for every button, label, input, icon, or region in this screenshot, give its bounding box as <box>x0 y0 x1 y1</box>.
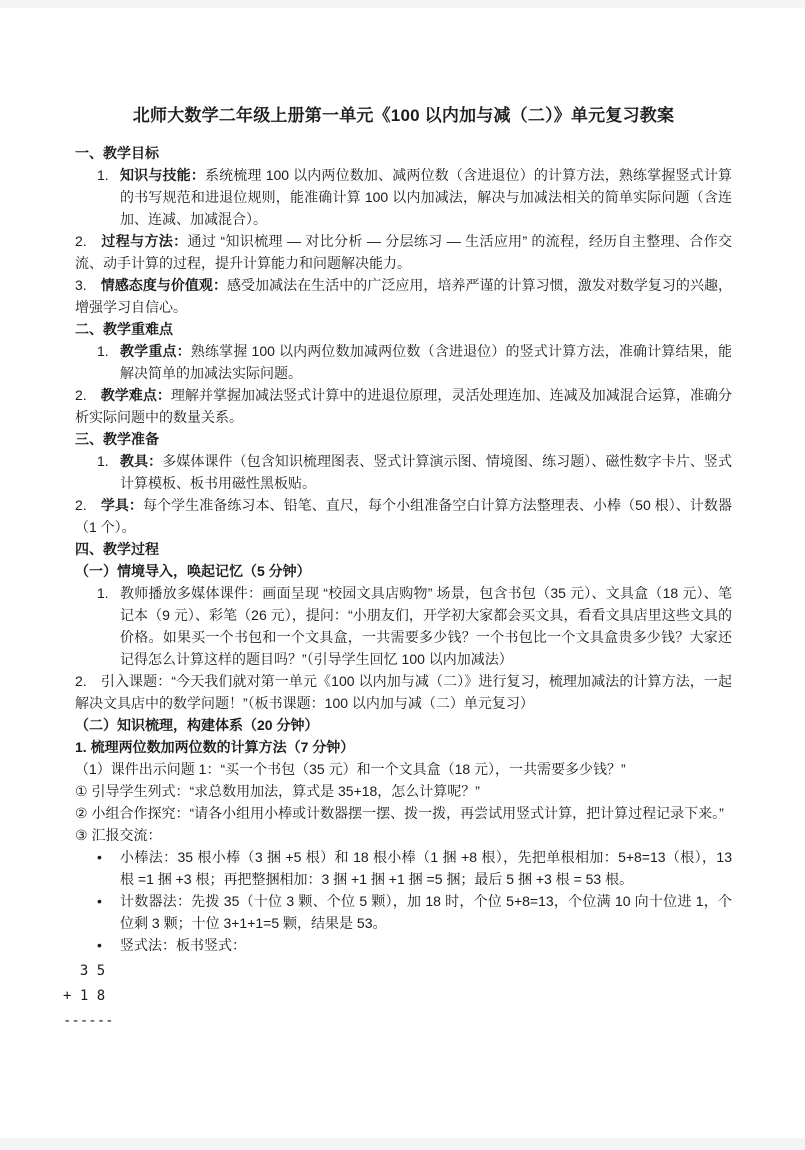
list-number: 1. <box>97 585 109 601</box>
subsection-heading <box>75 560 732 582</box>
bold-text-run: 知识与技能： <box>120 167 205 183</box>
numbered-item <box>75 670 732 714</box>
circled-step-item <box>75 824 732 846</box>
bold-text-run: 情感态度与价值观： <box>100 277 227 293</box>
text-run: 小棒法：35 根小棒（3 捆 +5 根）和 18 根小棒（1 捆 +8 根），先把单根相加：5+8=13（根），13 根 =1 捆 +3 根；再把整捆相加：3 捆 +1 捆 +1 捆 =5 捆；最后 5 捆 +3 根 = 53 根。 <box>120 849 732 887</box>
document-body <box>63 142 733 1034</box>
list-number: 1. <box>97 453 109 469</box>
text-run: ② 小组合作探究：“请各小组用小棒或计数器摆一摆、拨一拨，再尝试用竖式计算，把计算过程记录下来。” <box>75 805 724 821</box>
text-run: ③ 汇报交流： <box>75 827 162 843</box>
list-number: 1. <box>97 343 109 359</box>
text-run: （1）课件出示问题 1：“买一个书包（35 元）和一个文具盒（18 元），一共需要多少钱？” <box>75 761 626 777</box>
document-page <box>0 8 805 1138</box>
numbered-item <box>75 384 732 428</box>
bold-text-run: 一、教学目标 <box>75 145 159 161</box>
text-run: 每个学生准备练习本、铅笔、直尺，每个小组准备空白计算方法整理表、小棒（50 根）、计数器（1 个）。 <box>75 497 732 535</box>
circled-step-item <box>75 780 732 802</box>
document-title: 北师大数学二年级上册第一单元《100 以内加与减（二）》单元复习教案 <box>132 106 675 125</box>
text-run: 感受加减法在生活中的广泛应用，培养严谨的计算习惯，激发对数学复习的兴趣，增强学习自信心。 <box>75 277 732 315</box>
numbered-item <box>75 450 732 494</box>
bullet-item <box>75 934 732 956</box>
text-run: 系统梳理 100 以内两位数加、减两位数（含进退位）的计算方法，熟练掌握竖式计算的书写规范和进退位规则，能准确计算 100 以内加减法，解决与加减法相关的简单实际问题（含连加、连减、加减混合）。 <box>120 167 732 227</box>
text-run: 竖式法：板书竖式： <box>120 937 246 953</box>
text-run: 熟练掌握 100 以内两位数加减两位数（含进退位）的竖式计算方法，准确计算结果，能解决简单的加减法实际问题。 <box>120 343 733 381</box>
bullet-item <box>75 890 732 934</box>
bold-text-run: 教具： <box>120 453 163 469</box>
numbered-item <box>75 274 732 318</box>
bold-text-run: 三、教学准备 <box>75 431 159 447</box>
text-run: 教师播放多媒体课件：画面呈现 “校园文具店购物” 场景，包含书包（35 元）、文具盒（18 元）、笔记本（9 元）、彩笔（26 元），提问：“小朋友们，开学初大家都会买文具，看看文具店里这些文具的价格。如果买一个书包和一个文具盒，一共需要多少钱？一个书包比一个文具盒贵多少钱？大家还记得怎么计算这样的题目吗？”（引导学生回忆 100 以内加减法） <box>120 585 732 667</box>
bullet-item <box>75 846 732 890</box>
text-run: 2. <box>75 233 102 249</box>
text-run: 计数器法：先拨 35（十位 3 颗、个位 5 颗），加 18 时，个位 5+8=13，个位满 10 向十位进 1，个位剩 3 颗；十位 3+1+1=5 颗，结果是 53。 <box>120 893 732 931</box>
bold-text-run: （二）知识梳理，构建体系（20 分钟） <box>75 717 319 733</box>
subsection-heading <box>75 714 732 736</box>
calc-line: ------ <box>63 1013 114 1029</box>
bullet-dot: • <box>97 849 102 865</box>
circled-step-item <box>75 802 732 824</box>
calc-line: + 1 8 <box>63 988 106 1004</box>
text-run: ① 引导学生列式：“求总数用加法，算式是 35+18，怎么计算呢？” <box>75 783 480 799</box>
bold-text-run: 过程与方法： <box>101 233 188 249</box>
bold-text-run: 教学重点： <box>120 343 191 359</box>
text-run: 多媒体课件（包含知识梳理图表、竖式计算演示图、情境图、练习题）、磁性数字卡片、竖式计算模板、板书用磁性黑板贴。 <box>120 453 733 491</box>
section-heading <box>75 428 732 450</box>
text-run: 通过 “知识梳理 — 对比分析 — 分层练习 — 生活应用” 的流程，经历自主整理、合作交流、动手计算的过程，提升计算能力和问题解决能力。 <box>75 233 732 271</box>
bullet-dot: • <box>97 893 102 909</box>
text-run: 理解并掌握加减法竖式计算中的进退位原理，灵活处理连加、连减及加减混合运算，准确分析实际问题中的数量关系。 <box>75 387 733 425</box>
section-heading <box>75 142 732 164</box>
bold-text-run: 1. 梳理两位数加两位数的计算方法（7 分钟） <box>75 739 355 755</box>
section-heading <box>75 318 732 340</box>
bold-text-run: （一）情境导入，唤起记忆（5 分钟） <box>75 563 311 579</box>
text-run: 2. <box>75 497 101 513</box>
numbered-item <box>75 164 732 230</box>
text-run: 3. <box>75 277 101 293</box>
text-run: 2. 引入课题：“今天我们就对第一单元《100 以内加与减（二）》进行复习，梳理加减法的计算方法，一起解决文具店中的数学问题！”（板书课题：100 以内加与减（二）单元复习） <box>75 673 732 711</box>
calc-line: 3 5 <box>63 963 106 979</box>
section-heading <box>75 538 732 560</box>
bold-text-run: 教学难点： <box>100 387 171 403</box>
vertical-calculation <box>63 959 732 1034</box>
text-run: 2. <box>75 387 101 403</box>
sub-subsection-heading <box>75 736 732 758</box>
list-number: 1. <box>97 167 109 183</box>
bold-text-run: 四、教学过程 <box>75 541 159 557</box>
bold-text-run: 二、教学重难点 <box>75 321 173 337</box>
step-item <box>75 758 732 780</box>
numbered-item <box>75 230 732 274</box>
bullet-dot: • <box>97 937 102 953</box>
bold-text-run: 学具： <box>100 497 143 513</box>
numbered-item <box>75 340 732 384</box>
numbered-item <box>75 494 732 538</box>
numbered-item <box>75 582 732 670</box>
